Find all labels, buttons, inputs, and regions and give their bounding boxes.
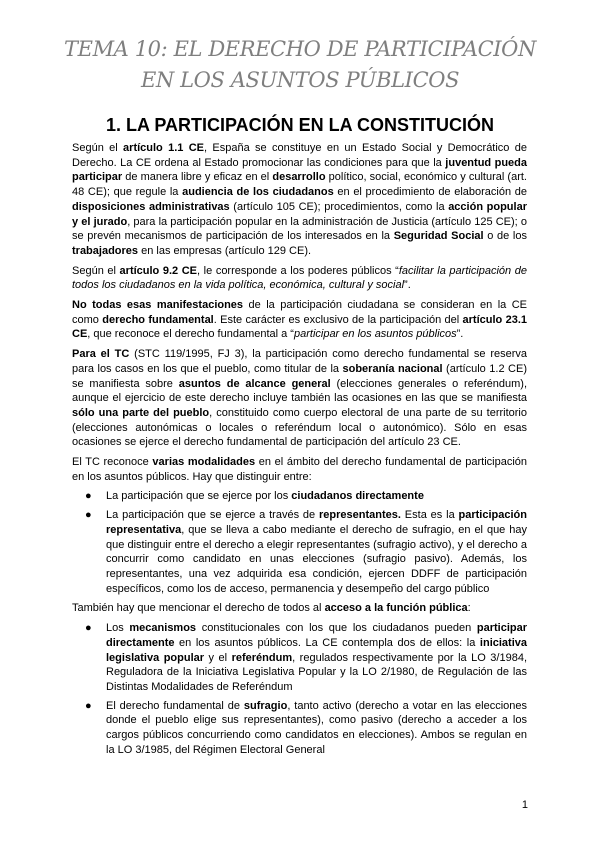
bullet-icon: ●	[85, 622, 92, 635]
document-title-line-2: EN LOS ASUNTOS PÚBLICOS	[140, 68, 460, 92]
list-item: ● Los mecanismos constitucionales con los que los ciudadanos pueden participar directamente en los asuntos públicos. La CE contempla dos de ellos: la iniciativa legislativa popular y el referéndum, regulados respectivamente por la LO 3/1984, Reguladora de la Iniciativa Legislativa Popular y la LO 2/1980, de Regulación de las Distintas Modalidades de Referéndum	[85, 622, 528, 693]
document-title-line-1: TEMA 10: EL DERECHO DE PARTICIPACIÓN	[64, 37, 536, 61]
paragraph-article-1-1: Según el artículo 1.1 CE, España se constituye en un Estado Social y Democrático de Derecho. La CE ordena al Estado promocionar las condiciones para que la juventud pueda participar de manera libre y eficaz en el desarrollo político, social, económico y cultural (art. 48 CE); que regule la audiencia de los ciudadanos en el procedimiento de elaboración de disposiciones administrativas (artículo 105 CE); procedimientos, como la acción popular y el jurado, para la participación popular en la administración de Justicia (artículo 125 CE); o se prevén mecanismos de participación de los interesados en la Seguridad Social o de los trabajadores en las empresas (artículo 129 CE).	[72, 142, 528, 257]
paragraph-public-function: También hay que mencionar el derecho de todos al acceso a la función pública:	[72, 602, 471, 615]
bullet-icon: ●	[85, 699, 92, 712]
section-heading: 1. LA PARTICIPACIÓN EN LA CONSTITUCIÓN	[105, 115, 494, 135]
modalities-list	[72, 489, 527, 596]
paragraph-tc-doctrine: Para el TC (STC 119/1995, FJ 3), la participación como derecho fundamental se reserva para los casos en los que el pueblo, como titular de la soberanía nacional (artículo 1.2 CE) se manifiesta sobre asuntos de alcance general (elecciones generales o referéndum), aunque el ejercicio de este derecho incluye también las ocasiones en las que se manifiesta sólo una parte del pueblo, constituido como cuerpo electoral de una parte de su territorio (elecciones autonómicas o locales o referéndum local o autonómico). Sólo en esas ocasiones se ejerce el derecho fundamental de participación del artículo 23 CE.	[72, 348, 528, 449]
list-item: ● La participación que se ejerce a través de representantes. Esta es la participación representativa, que se lleva a cabo mediante el derecho de sufragio, en el que hay que distinguir entre el derecho a elegir representantes (sufragio activo), y el derecho a concurrir como candidato en unas elecciones (sufragio pasivo). Además, los representantes, una vez adquirida esa condición, ejercen DDFF de participación específicos, como los de acceso, permanencia y desempeño del cargo público	[85, 509, 527, 595]
paragraph-modalities: El TC reconoce varias modalidades en el ámbito del derecho fundamental de participación en los asuntos públicos. Hay que distinguir entre:	[72, 456, 527, 483]
document-body	[72, 141, 527, 762]
bullet-icon: ●	[85, 490, 92, 503]
paragraph-article-9-2: Según el artículo 9.2 CE, le corresponde a los poderes públicos “facilitar la participación de todos los ciudadanos en la vida política, económica, cultural y social”.	[72, 264, 527, 292]
page-number: 1	[521, 799, 528, 811]
list-item: ● La participación que se ejerce por los ciudadanos directamente	[85, 490, 424, 503]
paragraph-fundamental-right: No todas esas manifestaciones de la participación ciudadana se consideran en la CE como derecho fundamental. Este carácter es exclusivo de la participación del artículo 23.1 CE, que reconoce el derecho fundamental a “participar en los asuntos públicos”.	[72, 299, 527, 341]
document-title	[60, 34, 540, 96]
list-item: ● El derecho fundamental de sufragio, tanto activo (derecho a votar en las elecciones donde el pueblo elige sus representantes), como pasivo (derecho a acceder a los cargos públicos concurriendo como candidatos en elecciones). Ambos se regulan en la LO 3/1985, del Régimen Electoral General	[85, 699, 527, 756]
mechanisms-list	[72, 621, 527, 757]
bullet-icon: ●	[85, 509, 92, 522]
